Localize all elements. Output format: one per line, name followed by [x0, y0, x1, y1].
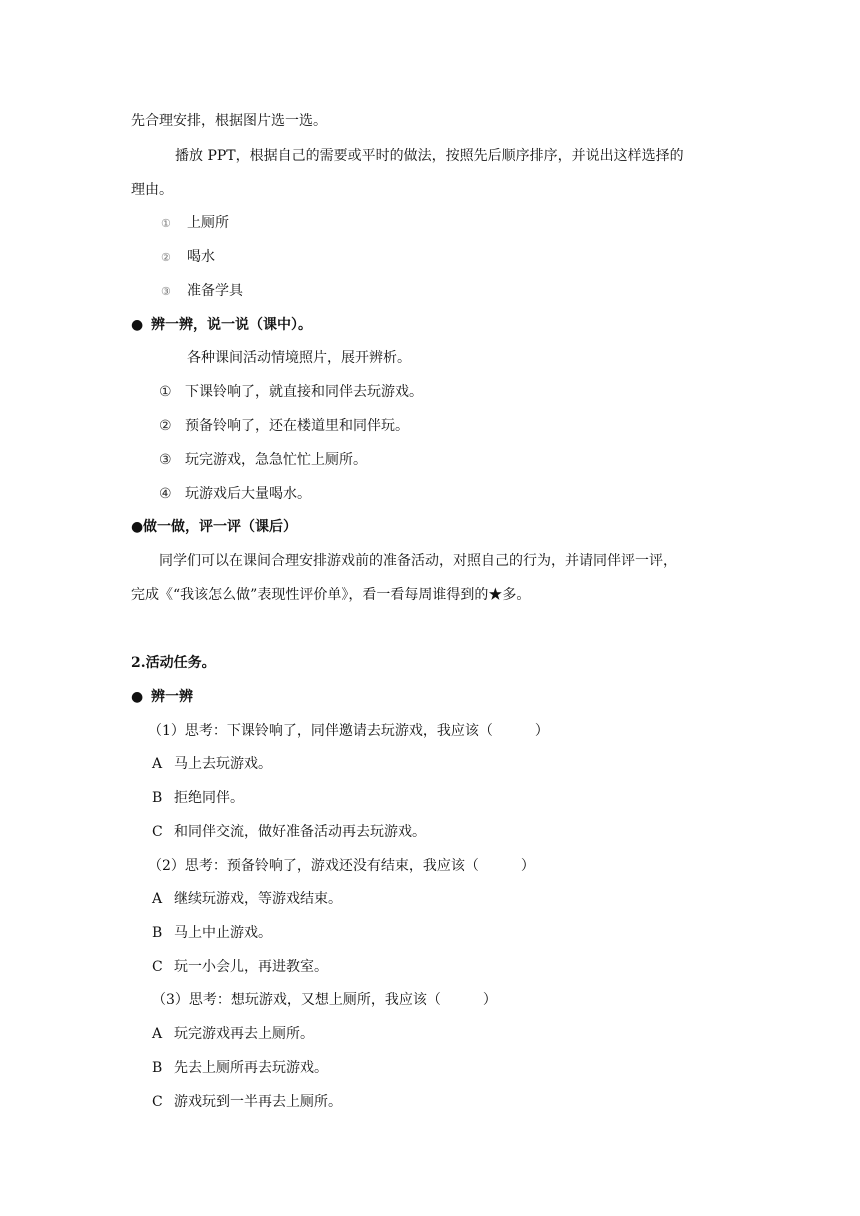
option-text: 和同伴交流，做好准备活动再去玩游戏。 [174, 824, 426, 840]
situation-text: 玩完游戏，急急忙忙上厕所。 [185, 452, 367, 468]
option-text: 马上去玩游戏。 [174, 756, 272, 772]
option-letter: A [152, 891, 163, 907]
option-text: 玩一小会儿，再进教室。 [174, 959, 328, 975]
situation-item [159, 382, 423, 402]
choice-number: ① [161, 217, 171, 230]
option-item [152, 1024, 314, 1044]
situation-number: ③ [159, 452, 172, 468]
discuss-intro: 各种课间活动情境照片，展开辨析。 [187, 350, 411, 366]
option-letter: B [152, 925, 163, 941]
bullet-icon: ● [131, 689, 144, 705]
intro-line-3: 理由。 [131, 182, 173, 198]
option-letter: A [152, 1026, 163, 1042]
option-letter: B [152, 1060, 163, 1076]
bullet-icon: ● [131, 519, 144, 535]
choice-item [161, 247, 215, 267]
option-text: 继续玩游戏，等游戏结束。 [174, 891, 342, 907]
choice-number: ② [161, 251, 171, 264]
choice-item [161, 281, 243, 301]
heading-distinguish-text: 辨一辨 [151, 689, 193, 705]
choice-text: 准备学具 [187, 283, 243, 299]
situation-text: 预备铃响了，还在楼道里和同伴玩。 [185, 418, 409, 434]
option-text: 先去上厕所再去玩游戏。 [174, 1060, 328, 1076]
situation-number: ④ [159, 486, 172, 502]
question-prompt: （2）思考：预备铃响了，游戏还没有结束，我应该（ ） [148, 858, 535, 874]
option-item [152, 889, 342, 909]
situation-number: ② [159, 418, 172, 434]
option-letter: C [152, 1094, 163, 1110]
situation-item [159, 416, 409, 436]
heading-distinguish [131, 687, 193, 707]
option-letter: A [152, 756, 163, 772]
bullet-icon: ● [131, 317, 144, 333]
option-item [152, 923, 272, 943]
option-item [152, 957, 328, 977]
choice-item [161, 213, 229, 233]
do-line-1: 同学们可以在课间合理安排游戏前的准备活动，对照自己的行为，并请同伴评一评， [159, 553, 677, 569]
option-item [152, 822, 426, 842]
option-text: 拒绝同伴。 [174, 790, 244, 806]
heading-discuss-text: 辨一辨，说一说（课中）。 [151, 317, 312, 333]
intro-line-2: 播放 PPT，根据自己的需要或平时的做法，按照先后顺序排序，并说出这样选择的 [175, 148, 684, 164]
option-text: 玩完游戏再去上厕所。 [174, 1026, 314, 1042]
option-text: 马上中止游戏。 [174, 925, 272, 941]
intro-line-1: 先合理安排，根据图片选一选。 [131, 113, 327, 129]
heading-do-text: 做一做，评一评（课后） [143, 519, 297, 535]
situation-text: 下课铃响了，就直接和同伴去玩游戏。 [185, 384, 423, 400]
option-letter: B [152, 790, 163, 806]
choice-text: 上厕所 [187, 215, 229, 231]
choice-text: 喝水 [187, 249, 215, 265]
heading-discuss [131, 315, 312, 335]
option-item [152, 788, 244, 808]
option-text: 游戏玩到一半再去上厕所。 [174, 1094, 342, 1110]
situation-number: ① [159, 384, 172, 400]
situation-item [159, 450, 367, 470]
situation-item [159, 484, 311, 504]
question-prompt: （1）思考：下课铃响了，同伴邀请去玩游戏，我应该（ ） [148, 723, 549, 739]
question-prompt: （3）思考：想玩游戏，又想上厕所，我应该（ ） [152, 992, 497, 1008]
option-item [152, 754, 272, 774]
heading-do [131, 517, 297, 537]
option-letter: C [152, 824, 163, 840]
situation-text: 玩游戏后大量喝水。 [185, 486, 311, 502]
section-title: 2.活动任务。 [131, 655, 216, 671]
option-item [152, 1092, 342, 1112]
option-item [152, 1058, 328, 1078]
option-letter: C [152, 959, 163, 975]
choice-number: ③ [161, 285, 171, 298]
do-line-2: 完成《“我该怎么做”表现性评价单》，看一看每周谁得到的★多。 [131, 587, 531, 603]
